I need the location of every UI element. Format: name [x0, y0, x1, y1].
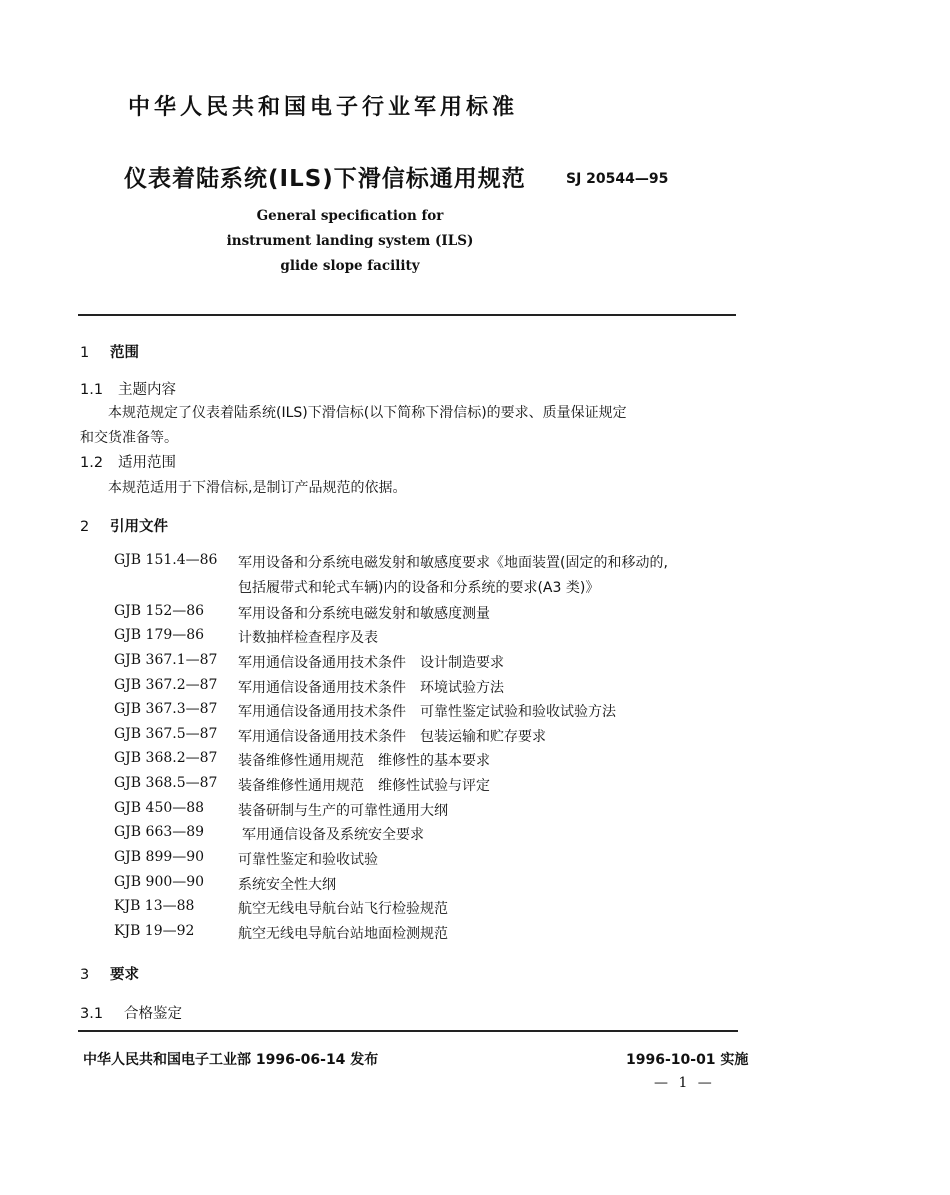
reference-title: 军用设备和分系统电磁发射和敏感度要求《地面装置(固定的和移动的, — [238, 555, 668, 571]
reference-code: GJB 367.1—87 — [114, 652, 218, 668]
section-number: 3 — [80, 967, 90, 983]
reference-code: KJB 19—92 — [114, 923, 195, 939]
reference-title: 装备维修性通用规范 维修性的基本要求 — [238, 753, 490, 769]
section-title: 主题内容 — [118, 382, 176, 398]
page-number: — 1 — — [654, 1075, 715, 1091]
section-2-heading — [80, 515, 168, 536]
english-title-line-1: General specification for — [256, 208, 444, 224]
header-divider — [78, 314, 736, 316]
reference-title: 可靠性鉴定和验收试验 — [238, 852, 378, 868]
section-title: 范围 — [110, 345, 139, 361]
reference-title: 航空无线电导航台站飞行检验规范 — [238, 901, 448, 917]
reference-title: 计数抽样检查程序及表 — [238, 630, 378, 646]
section-title: 引用文件 — [110, 519, 168, 535]
document-code: SJ 20544—95 — [566, 171, 669, 187]
reference-code: GJB 367.2—87 — [114, 677, 218, 693]
paragraph-1-2-line-1: 本规范适用于下滑信标,是制订产品规范的依据。 — [108, 480, 407, 496]
reference-title: 军用通信设备及系统安全要求 — [242, 827, 424, 843]
reference-code: GJB 368.2—87 — [114, 750, 218, 766]
reference-code: GJB 368.5—87 — [114, 775, 218, 791]
effective-date: 1996-10-01 实施 — [626, 1052, 749, 1068]
reference-title: 军用通信设备通用技术条件 环境试验方法 — [238, 680, 504, 696]
english-title-line-3: glide slope facility — [280, 258, 420, 274]
reference-code: GJB 152—86 — [114, 603, 205, 619]
section-1-2-heading — [80, 451, 176, 472]
section-3-heading — [80, 963, 139, 984]
reference-code: GJB 663—89 — [114, 824, 205, 840]
reference-code: GJB 367.5—87 — [114, 726, 218, 742]
section-number: 1 — [80, 345, 90, 361]
reference-title: 军用设备和分系统电磁发射和敏感度测量 — [238, 606, 490, 622]
reference-code: GJB 899—90 — [114, 849, 205, 865]
section-3-1-heading — [80, 1002, 182, 1023]
issuer-date: 中华人民共和国电子工业部 1996-06-14 发布 — [83, 1052, 379, 1068]
paragraph-1-1-line-1: 本规范规定了仪表着陆系统(ILS)下滑信标(以下简称下滑信标)的要求、质量保证规定 — [108, 405, 627, 421]
document-title: 仪表着陆系统(ILS)下滑信标通用规范 — [124, 166, 526, 192]
section-title: 合格鉴定 — [124, 1006, 182, 1022]
section-number: 1.1 — [80, 382, 104, 398]
industry-standard-heading: 中华人民共和国电子行业军用标准 — [128, 95, 519, 120]
reference-code: KJB 13—88 — [114, 898, 195, 914]
section-number: 3.1 — [80, 1006, 104, 1022]
reference-title: 军用通信设备通用技术条件 可靠性鉴定试验和验收试验方法 — [238, 704, 616, 720]
reference-code: GJB 179—86 — [114, 627, 205, 643]
footer-divider — [78, 1030, 738, 1032]
reference-code: GJB 450—88 — [114, 800, 205, 816]
english-title-line-2: instrument landing system (ILS) — [226, 233, 474, 249]
paragraph-1-1-line-2: 和交货准备等。 — [80, 430, 178, 446]
reference-title: 装备维修性通用规范 维修性试验与评定 — [238, 778, 490, 794]
reference-title: 航空无线电导航台站地面检测规范 — [238, 926, 448, 942]
section-title: 适用范围 — [118, 455, 176, 471]
reference-code: GJB 900—90 — [114, 874, 205, 890]
section-1-1-heading — [80, 378, 176, 399]
section-number: 1.2 — [80, 455, 104, 471]
reference-title: 军用通信设备通用技术条件 设计制造要求 — [238, 655, 504, 671]
reference-title-continued: 包括履带式和轮式车辆)内的设备和分系统的要求(A3 类)》 — [238, 580, 600, 596]
reference-code: GJB 367.3—87 — [114, 701, 218, 717]
section-number: 2 — [80, 519, 90, 535]
section-1-heading — [80, 341, 139, 362]
reference-title: 系统安全性大纲 — [238, 877, 336, 893]
reference-title: 军用通信设备通用技术条件 包装运输和贮存要求 — [238, 729, 546, 745]
reference-title: 装备研制与生产的可靠性通用大纲 — [238, 803, 448, 819]
reference-code: GJB 151.4—86 — [114, 552, 218, 568]
section-title: 要求 — [110, 967, 139, 983]
